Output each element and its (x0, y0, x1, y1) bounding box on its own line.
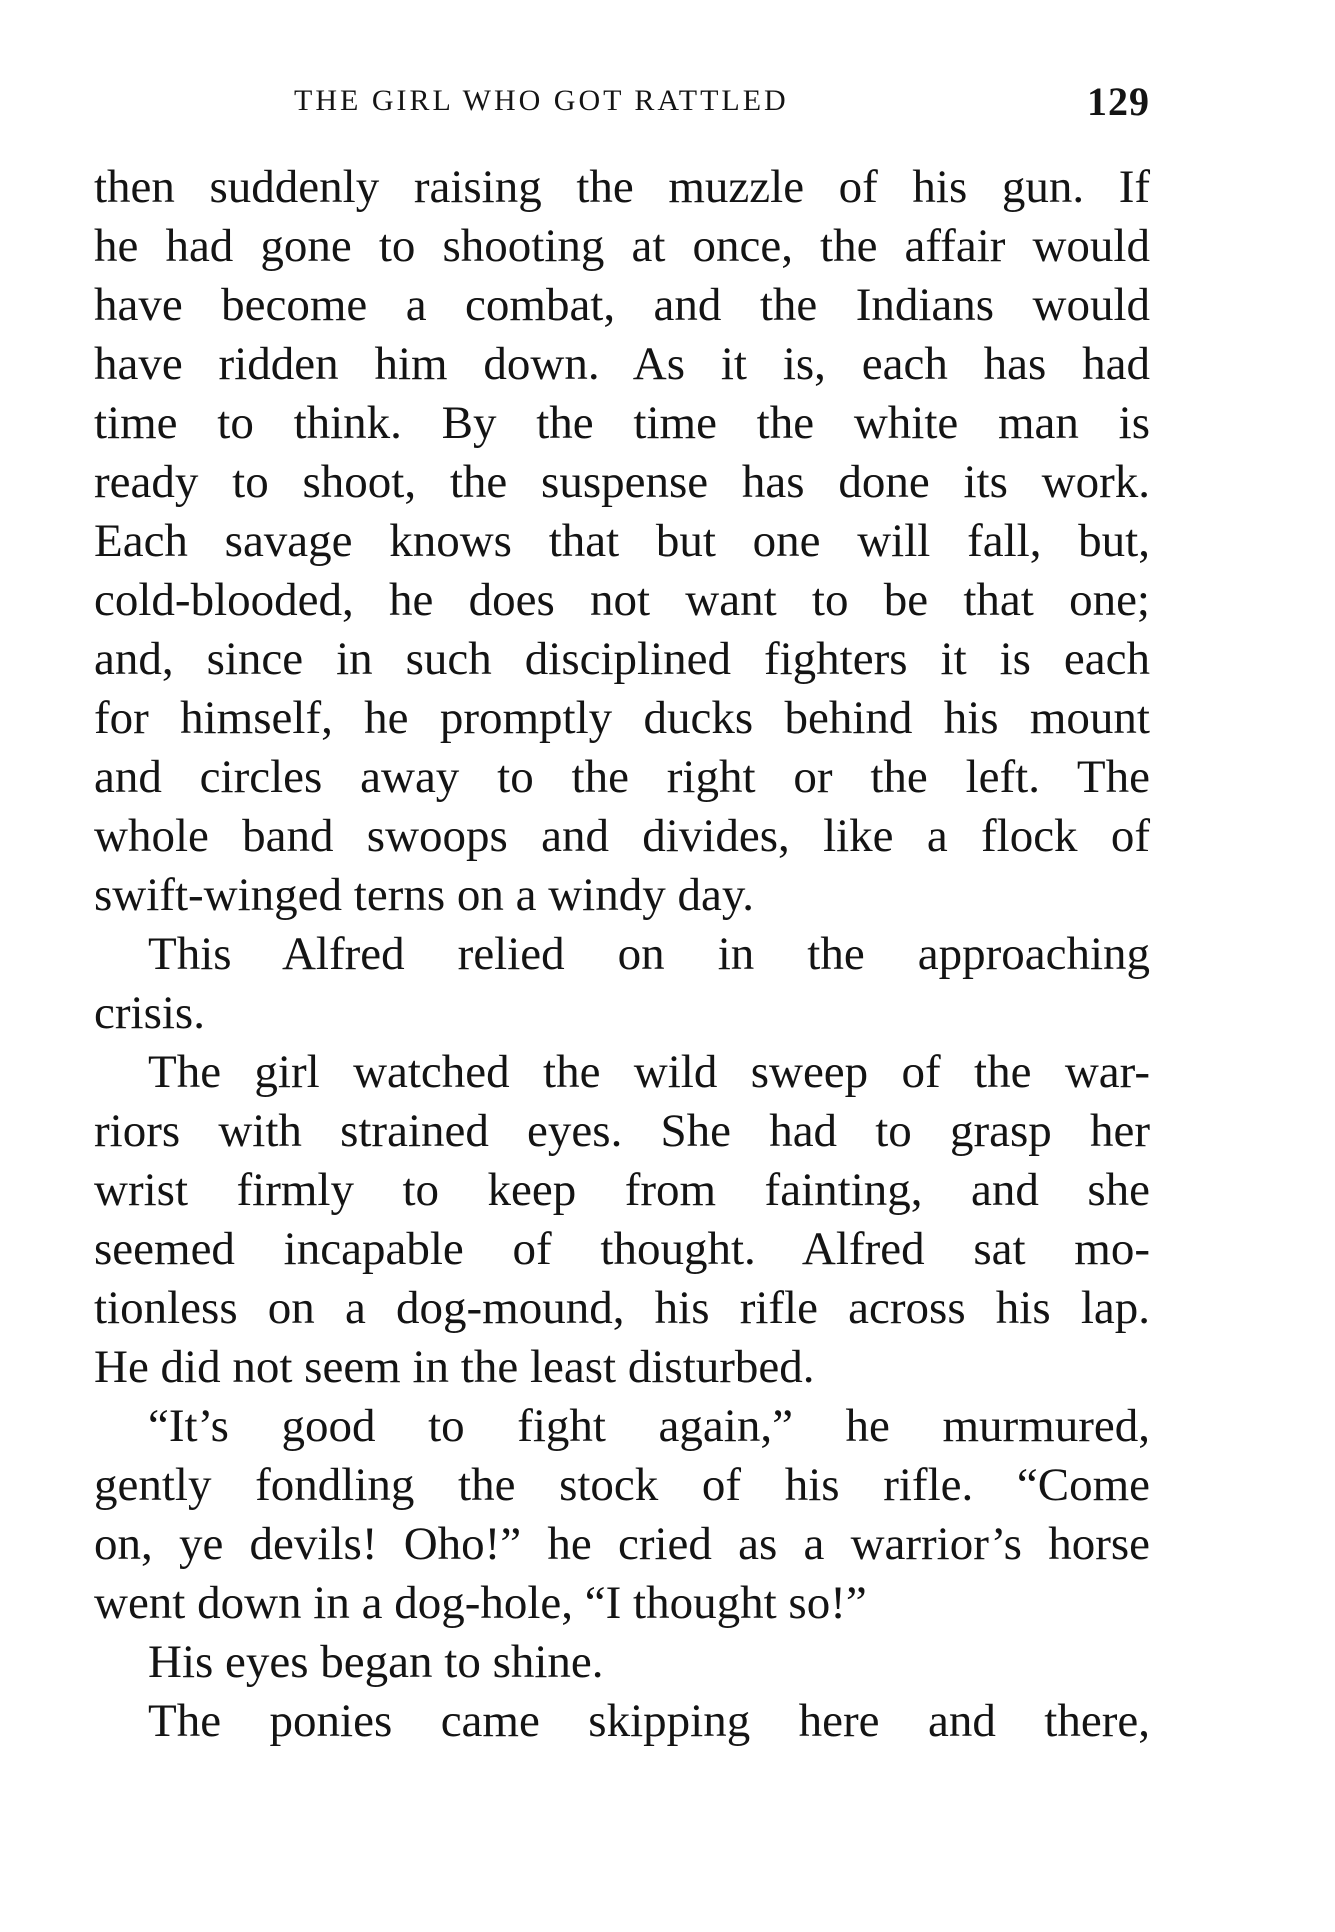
text-line: have ridden him down. As it is, each has had (94, 338, 1150, 390)
text-line: He did not seem in the least disturbed. (94, 1341, 815, 1393)
text-line: and circles away to the right or the left. The (94, 751, 1150, 803)
text-line: The ponies came skipping here and there, (148, 1695, 1150, 1747)
text-line: wrist firmly to keep from fainting, and she (94, 1164, 1150, 1216)
paragraph (94, 158, 1150, 925)
text-line: and, since in such disciplined fighters it is each (94, 633, 1150, 685)
paragraph (94, 1633, 1150, 1692)
text-line: went down in a dog-hole, “I thought so!” (94, 1577, 867, 1629)
text-line: have become a combat, and the Indians would (94, 279, 1150, 331)
text-line: whole band swoops and divides, like a flock of (94, 810, 1150, 862)
text-line: tionless on a dog-mound, his rifle across his lap. (94, 1282, 1150, 1334)
paragraph (94, 1043, 1150, 1397)
running-head (94, 78, 1150, 134)
text-line: cold-blooded, he does not want to be that one; (94, 574, 1150, 626)
text-line: riors with strained eyes. She had to grasp her (94, 1105, 1150, 1157)
text-line: on, ye devils! Oho!” he cried as a warrior’s horse (94, 1518, 1150, 1570)
paragraph (94, 1397, 1150, 1633)
page-number: 129 (1087, 79, 1150, 124)
text-line: “It’s good to fight again,” he murmured, (148, 1400, 1150, 1452)
text-line: swift-winged terns on a windy day. (94, 869, 755, 921)
text-line: time to think. By the time the white man is (94, 397, 1150, 449)
text-line: His eyes began to shine. (148, 1636, 604, 1688)
text-line: Each savage knows that but one will fall, but, (94, 515, 1150, 567)
paragraph (94, 1692, 1150, 1751)
text-line: then suddenly raising the muzzle of his gun. If (94, 161, 1150, 213)
text-line: ready to shoot, the suspense has done its work. (94, 456, 1150, 508)
text-line: This Alfred relied on in the approaching (148, 928, 1150, 980)
text-line: gently fondling the stock of his rifle. “Come (94, 1459, 1150, 1511)
text-line: crisis. (94, 987, 205, 1039)
text-line: for himself, he promptly ducks behind his mount (94, 692, 1150, 744)
running-title: THE GIRL WHO GOT RATTLED (294, 84, 789, 117)
text-line: The girl watched the wild sweep of the war- (148, 1046, 1150, 1098)
paragraph (94, 925, 1150, 1043)
body-text (94, 158, 1150, 1751)
text-line: he had gone to shooting at once, the affair would (94, 220, 1150, 272)
text-line: seemed incapable of thought. Alfred sat mo- (94, 1223, 1150, 1275)
